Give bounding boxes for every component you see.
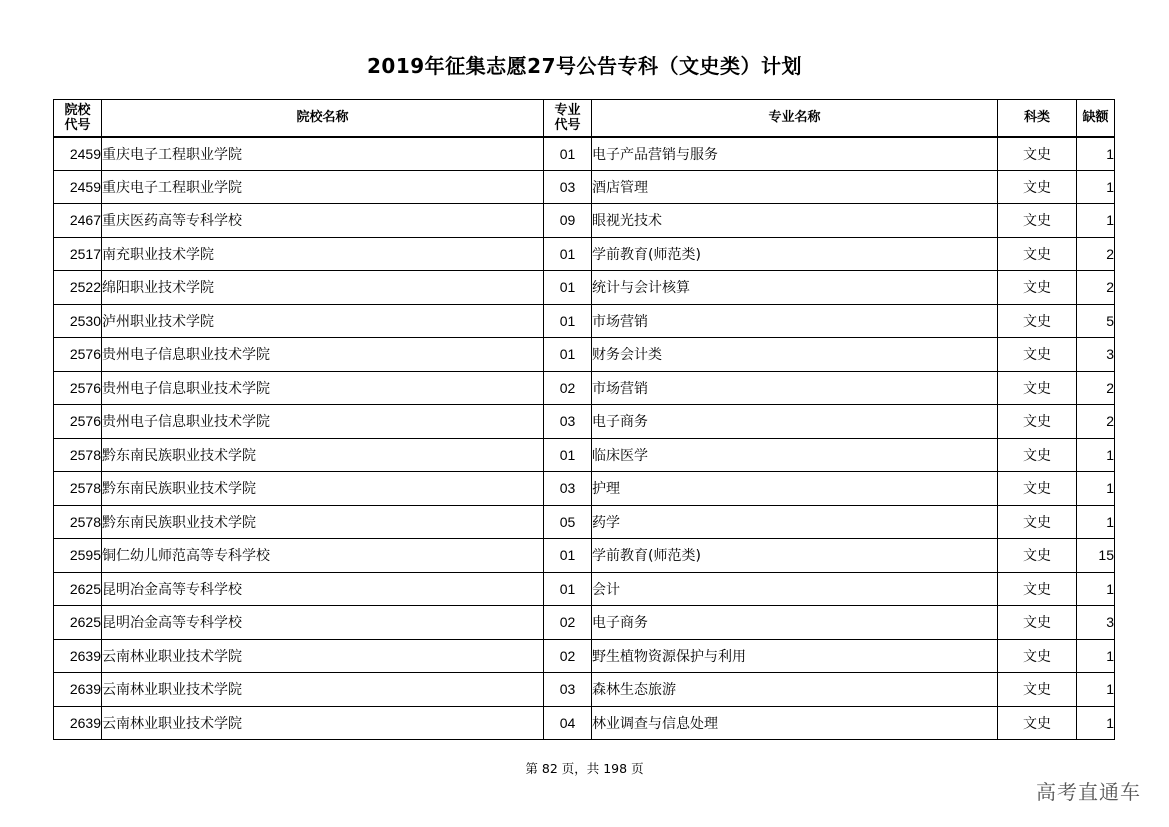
major-name-cell: 林业调查与信息处理	[592, 706, 998, 740]
major-code-cell: 01	[544, 304, 592, 338]
table-row	[54, 706, 1115, 740]
category-cell: 文史	[998, 606, 1077, 640]
table-row	[54, 170, 1115, 204]
school-name-cell: 黔东南民族职业技术学院	[102, 505, 544, 539]
header-category: 科类	[998, 100, 1077, 137]
table-row	[54, 673, 1115, 707]
major-code-cell: 01	[544, 572, 592, 606]
major-code-cell: 01	[544, 338, 592, 372]
major-name-cell: 财务会计类	[592, 338, 998, 372]
category-cell: 文史	[998, 505, 1077, 539]
school-code-cell: 2639	[54, 639, 102, 673]
vacancies-cell: 1	[1077, 673, 1115, 707]
major-name-cell: 眼视光技术	[592, 204, 998, 238]
major-code-cell: 02	[544, 606, 592, 640]
category-cell: 文史	[998, 706, 1077, 740]
major-code-cell: 09	[544, 204, 592, 238]
major-code-cell: 01	[544, 137, 592, 171]
school-name-cell: 云南林业职业技术学院	[102, 639, 544, 673]
header-school-code-line2: 代号	[64, 117, 91, 133]
school-code-cell: 2459	[54, 170, 102, 204]
school-name-cell: 绵阳职业技术学院	[102, 271, 544, 305]
category-cell: 文史	[998, 271, 1077, 305]
major-name-cell: 市场营销	[592, 304, 998, 338]
vacancies-cell: 1	[1077, 137, 1115, 171]
category-cell: 文史	[998, 137, 1077, 171]
header-major-code	[544, 100, 592, 137]
category-cell: 文史	[998, 539, 1077, 573]
school-name-cell: 昆明冶金高等专科学校	[102, 606, 544, 640]
school-code-cell: 2576	[54, 371, 102, 405]
school-name-cell: 贵州电子信息职业技术学院	[102, 338, 544, 372]
major-name-cell: 市场营销	[592, 371, 998, 405]
table-row	[54, 639, 1115, 673]
table-row	[54, 371, 1115, 405]
vacancies-cell: 2	[1077, 237, 1115, 271]
header-major-name: 专业名称	[592, 100, 998, 137]
enrollment-plan-table	[53, 99, 1115, 740]
major-name-cell: 学前教育(师范类)	[592, 237, 998, 271]
header-school-name: 院校名称	[102, 100, 544, 137]
category-cell: 文史	[998, 472, 1077, 506]
school-code-cell: 2625	[54, 572, 102, 606]
vacancies-cell: 1	[1077, 170, 1115, 204]
major-name-cell: 野生植物资源保护与利用	[592, 639, 998, 673]
school-code-cell: 2459	[54, 137, 102, 171]
major-code-cell: 01	[544, 438, 592, 472]
header-major-code-line1: 专业	[554, 102, 581, 118]
vacancies-cell: 2	[1077, 405, 1115, 439]
category-cell: 文史	[998, 237, 1077, 271]
school-name-cell: 南充职业技术学院	[102, 237, 544, 271]
school-code-cell: 2530	[54, 304, 102, 338]
page-title: 2019年征集志愿27号公告专科（文史类）计划	[367, 54, 802, 78]
school-code-cell: 2578	[54, 438, 102, 472]
page-footer: 第 82 页，共 198 页	[525, 761, 644, 776]
school-code-cell: 2517	[54, 237, 102, 271]
school-name-cell: 铜仁幼儿师范高等专科学校	[102, 539, 544, 573]
table-row	[54, 606, 1115, 640]
vacancies-cell: 2	[1077, 371, 1115, 405]
major-code-cell: 01	[544, 237, 592, 271]
major-name-cell: 电子产品营销与服务	[592, 137, 998, 171]
major-code-cell: 03	[544, 673, 592, 707]
major-name-cell: 护理	[592, 472, 998, 506]
vacancies-cell: 1	[1077, 472, 1115, 506]
table-row	[54, 237, 1115, 271]
school-code-cell: 2625	[54, 606, 102, 640]
major-name-cell: 森林生态旅游	[592, 673, 998, 707]
header-school-code	[54, 100, 102, 137]
category-cell: 文史	[998, 673, 1077, 707]
vacancies-cell: 1	[1077, 572, 1115, 606]
school-name-cell: 泸州职业技术学院	[102, 304, 544, 338]
major-name-cell: 电子商务	[592, 606, 998, 640]
table-header	[54, 100, 1115, 137]
table-row	[54, 572, 1115, 606]
category-cell: 文史	[998, 371, 1077, 405]
table-row	[54, 204, 1115, 238]
major-name-cell: 统计与会计核算	[592, 271, 998, 305]
school-name-cell: 黔东南民族职业技术学院	[102, 472, 544, 506]
category-cell: 文史	[998, 639, 1077, 673]
school-code-cell: 2639	[54, 673, 102, 707]
school-name-cell: 贵州电子信息职业技术学院	[102, 371, 544, 405]
school-code-cell: 2576	[54, 405, 102, 439]
major-code-cell: 02	[544, 639, 592, 673]
table-row	[54, 405, 1115, 439]
vacancies-cell: 1	[1077, 438, 1115, 472]
table-row	[54, 271, 1115, 305]
vacancies-cell: 3	[1077, 606, 1115, 640]
table-row	[54, 472, 1115, 506]
major-code-cell: 03	[544, 170, 592, 204]
major-name-cell: 酒店管理	[592, 170, 998, 204]
table-row	[54, 304, 1115, 338]
school-code-cell: 2576	[54, 338, 102, 372]
major-name-cell: 电子商务	[592, 405, 998, 439]
school-code-cell: 2578	[54, 472, 102, 506]
school-code-cell: 2595	[54, 539, 102, 573]
school-name-cell: 重庆电子工程职业学院	[102, 170, 544, 204]
table-row	[54, 505, 1115, 539]
school-code-cell: 2639	[54, 706, 102, 740]
table-body	[54, 137, 1115, 740]
major-code-cell: 03	[544, 472, 592, 506]
school-code-cell: 2578	[54, 505, 102, 539]
major-code-cell: 03	[544, 405, 592, 439]
major-name-cell: 临床医学	[592, 438, 998, 472]
school-name-cell: 贵州电子信息职业技术学院	[102, 405, 544, 439]
school-code-cell: 2467	[54, 204, 102, 238]
major-name-cell: 会计	[592, 572, 998, 606]
header-school-code-line1: 院校	[64, 102, 91, 118]
header-vacancies: 缺额	[1077, 100, 1115, 137]
major-code-cell: 02	[544, 371, 592, 405]
school-name-cell: 云南林业职业技术学院	[102, 706, 544, 740]
school-name-cell: 黔东南民族职业技术学院	[102, 438, 544, 472]
major-name-cell: 学前教育(师范类)	[592, 539, 998, 573]
category-cell: 文史	[998, 338, 1077, 372]
school-name-cell: 昆明冶金高等专科学校	[102, 572, 544, 606]
table-row	[54, 438, 1115, 472]
major-code-cell: 05	[544, 505, 592, 539]
table-row	[54, 338, 1115, 372]
table-row	[54, 137, 1115, 171]
category-cell: 文史	[998, 304, 1077, 338]
vacancies-cell: 3	[1077, 338, 1115, 372]
category-cell: 文史	[998, 572, 1077, 606]
major-code-cell: 01	[544, 539, 592, 573]
major-code-cell: 01	[544, 271, 592, 305]
category-cell: 文史	[998, 438, 1077, 472]
vacancies-cell: 1	[1077, 505, 1115, 539]
vacancies-cell: 1	[1077, 204, 1115, 238]
major-name-cell: 药学	[592, 505, 998, 539]
school-name-cell: 云南林业职业技术学院	[102, 673, 544, 707]
vacancies-cell: 1	[1077, 706, 1115, 740]
category-cell: 文史	[998, 170, 1077, 204]
school-code-cell: 2522	[54, 271, 102, 305]
category-cell: 文史	[998, 405, 1077, 439]
table-row	[54, 539, 1115, 573]
watermark: 高考直通车	[1036, 780, 1141, 804]
school-name-cell: 重庆医药高等专科学校	[102, 204, 544, 238]
vacancies-cell: 5	[1077, 304, 1115, 338]
vacancies-cell: 2	[1077, 271, 1115, 305]
school-name-cell: 重庆电子工程职业学院	[102, 137, 544, 171]
major-code-cell: 04	[544, 706, 592, 740]
vacancies-cell: 15	[1077, 539, 1115, 573]
vacancies-cell: 1	[1077, 639, 1115, 673]
category-cell: 文史	[998, 204, 1077, 238]
header-major-code-line2: 代号	[554, 117, 581, 133]
